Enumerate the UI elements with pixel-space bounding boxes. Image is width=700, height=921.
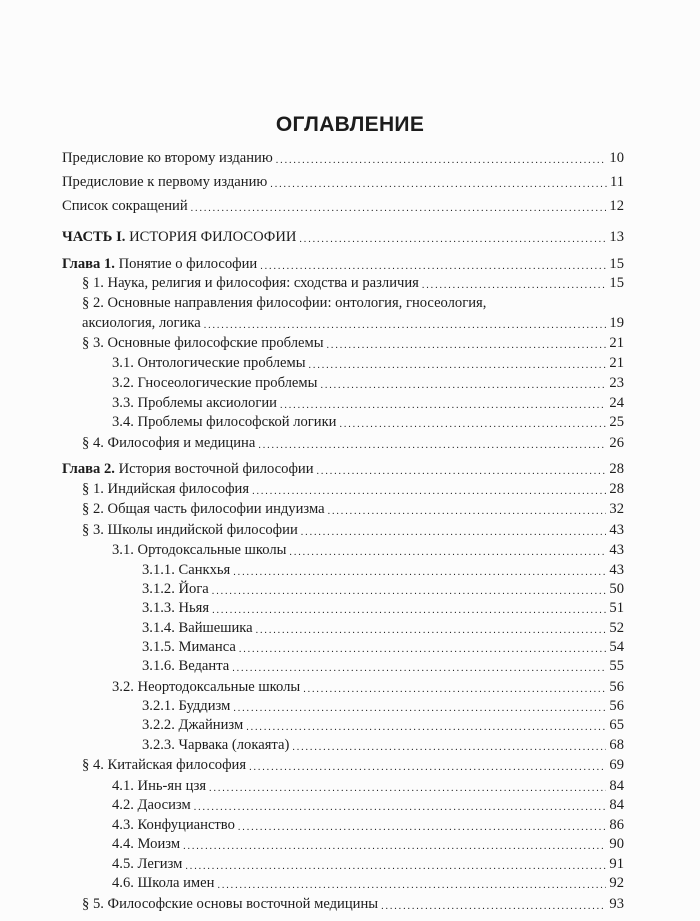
toc-entry-page: 23 <box>609 375 624 391</box>
toc-entry-page: 56 <box>609 698 624 714</box>
toc-entry-title <box>62 460 314 478</box>
toc-entry-title: 3.1. Ортодоксальные школы <box>112 542 287 558</box>
toc-entry-title <box>62 228 296 246</box>
dot-leader <box>209 778 606 792</box>
toc-entry-page: 24 <box>609 395 624 411</box>
toc-entry[interactable] <box>142 619 624 637</box>
toc-entry-title: 3.1. Онтологические проблемы <box>112 355 306 371</box>
toc-entry[interactable] <box>112 541 624 559</box>
toc-entry-page: 43 <box>609 522 624 538</box>
dot-leader <box>320 375 606 389</box>
toc-entry-title: 3.4. Проблемы философской логики <box>112 414 337 430</box>
dot-leader <box>239 639 607 653</box>
toc-entry-page: 21 <box>609 355 624 371</box>
dot-leader <box>299 229 606 243</box>
toc-entry[interactable] <box>82 500 624 518</box>
toc-entry-title: 4.4. Моизм <box>112 836 181 852</box>
toc-entry-page: 51 <box>609 600 624 616</box>
dot-leader <box>280 395 606 409</box>
toc-chapter-entry[interactable] <box>62 460 624 478</box>
chapter-title: История восточной философии <box>118 461 314 477</box>
toc-entry-page: 15 <box>609 275 624 291</box>
toc-entry-title: § 1. Индийская философия <box>82 481 250 497</box>
toc-entry[interactable] <box>112 374 624 392</box>
toc-entry-title: 3.2.1. Буддизм <box>142 698 231 714</box>
page-title: ОГЛАВЛЕНИЕ <box>275 113 425 136</box>
toc-entry[interactable] <box>82 434 624 452</box>
toc-entry-page: 86 <box>609 817 624 833</box>
dot-leader <box>303 679 606 693</box>
toc-entry-title: 3.2.3. Чарвака (локаята) <box>142 737 290 753</box>
toc-entry-title: Предисловие к первому изданию <box>62 174 268 190</box>
toc-entry[interactable] <box>82 756 624 774</box>
toc-entry-title <box>62 255 257 273</box>
toc-entry-title: 3.1.4. Вайшешика <box>142 620 253 636</box>
dot-leader <box>212 581 607 595</box>
toc-entry-title: 3.2.2. Джайнизм <box>142 717 244 733</box>
toc-entry-page: 10 <box>609 150 624 166</box>
dot-leader <box>422 275 607 289</box>
toc-entry[interactable] <box>142 716 624 734</box>
toc-entry[interactable] <box>142 638 624 656</box>
toc-entry-page: 69 <box>609 757 624 773</box>
toc-entry-title: § 1. Наука, религия и философия: сходства и различия <box>82 275 419 291</box>
toc-entry-title: 4.5. Легизм <box>112 856 183 872</box>
toc-entry-title: 4.6. Школа имен <box>112 875 215 891</box>
dot-leader <box>301 522 607 536</box>
toc-entry-title: § 4. Философия и медицина <box>82 435 256 451</box>
toc-entry[interactable] <box>112 413 624 431</box>
toc-entry-page: 84 <box>609 778 624 794</box>
toc-entry[interactable] <box>142 561 624 579</box>
toc-entry-title: 4.2. Даосизм <box>112 797 191 813</box>
toc-entry[interactable] <box>112 777 624 795</box>
part-title: ИСТОРИЯ ФИЛОСОФИИ <box>129 229 297 245</box>
toc-entry-page: 13 <box>609 229 624 245</box>
dot-leader <box>327 335 607 349</box>
toc-entry-title: 3.1.2. Йога <box>142 581 209 597</box>
dot-leader <box>191 198 607 212</box>
toc-entry-page: 91 <box>609 856 624 872</box>
toc-entry[interactable] <box>142 657 624 675</box>
toc-entry[interactable] <box>62 149 624 167</box>
toc-entry[interactable] <box>142 697 624 715</box>
toc-entry-page: 55 <box>609 658 624 674</box>
toc-entry-title: 4.3. Конфуцианство <box>112 817 235 833</box>
toc-entry-title: аксиология, логика <box>82 315 201 331</box>
toc-entry-title: 3.1.5. Миманса <box>142 639 236 655</box>
toc-entry-page: 28 <box>609 461 624 477</box>
dot-leader <box>238 817 607 831</box>
toc-part-entry[interactable] <box>62 228 624 246</box>
toc-entry-title: Предисловие ко второму изданию <box>62 150 273 166</box>
toc-entry[interactable] <box>112 855 624 873</box>
toc-entry-title: 3.1.1. Санкхья <box>142 562 231 578</box>
toc-entry-title: § 2. Общая часть философии индуизма <box>82 501 325 517</box>
toc-entry-page: 32 <box>609 501 624 517</box>
toc-entry-title: 3.1.6. Веданта <box>142 658 230 674</box>
toc-entry-title: § 5. Философские основы восточной медицины <box>82 896 379 912</box>
toc-entry-title: 4.1. Инь-ян цзя <box>112 778 207 794</box>
toc-entry-title: 3.2. Гносеологические проблемы <box>112 375 318 391</box>
toc-entry[interactable] <box>142 580 624 598</box>
dot-leader <box>217 875 606 889</box>
toc-entry[interactable] <box>142 736 624 754</box>
dot-leader <box>249 757 606 771</box>
toc-entry-page: 50 <box>609 581 624 597</box>
toc-entry[interactable] <box>112 874 624 892</box>
dot-leader <box>339 414 606 428</box>
toc-entry-title: 3.1.3. Ньяя <box>142 600 210 616</box>
toc-entry-page: 68 <box>609 737 624 753</box>
toc-entry[interactable] <box>112 678 624 696</box>
dot-leader <box>232 658 606 672</box>
dot-leader <box>252 481 606 495</box>
dot-leader <box>212 600 606 614</box>
toc-entry-title: Список сокращений <box>62 198 188 214</box>
toc-entry-title: 3.2. Неортодоксальные школы <box>112 679 301 695</box>
dot-leader <box>204 315 607 329</box>
toc-entry-page: 11 <box>609 174 624 190</box>
toc-entry-page: 15 <box>609 256 624 272</box>
toc-entry[interactable] <box>82 521 624 539</box>
toc-entry[interactable] <box>142 599 624 617</box>
dot-leader <box>256 620 607 634</box>
part-label: ЧАСТЬ I. <box>62 229 126 245</box>
dot-leader <box>194 797 607 811</box>
toc-entry-page: 90 <box>609 836 624 852</box>
toc-entry-page: 93 <box>609 896 624 912</box>
toc-entry[interactable] <box>82 895 624 913</box>
toc-entry[interactable] <box>82 314 624 332</box>
dot-leader <box>317 461 607 475</box>
toc-entry-page: 54 <box>609 639 624 655</box>
toc-entry[interactable] <box>112 796 624 814</box>
toc-entry[interactable] <box>62 197 624 215</box>
dot-leader <box>260 256 606 270</box>
toc-chapter-entry[interactable] <box>62 255 624 273</box>
toc-entry-page: 65 <box>609 717 624 733</box>
toc-entry-page: 43 <box>609 562 624 578</box>
toc-entry[interactable] <box>112 835 624 853</box>
toc-entry[interactable] <box>112 394 624 412</box>
toc-entry[interactable] <box>62 173 624 191</box>
chapter-label: Глава 1. <box>62 256 115 272</box>
toc-entry-title: § 3. Основные философские проблемы <box>82 335 324 351</box>
toc-entry-page: 28 <box>609 481 624 497</box>
chapter-label: Глава 2. <box>62 461 115 477</box>
toc-entry[interactable] <box>112 816 624 834</box>
toc-entry[interactable] <box>82 480 624 498</box>
toc-entry-page: 84 <box>609 797 624 813</box>
dot-leader <box>246 717 606 731</box>
dot-leader <box>258 435 606 449</box>
dot-leader <box>233 562 606 576</box>
dot-leader <box>328 501 607 515</box>
toc-entry-page: 52 <box>609 620 624 636</box>
toc-entry-page: 21 <box>609 335 624 351</box>
toc-entry-title: § 3. Школы индийской философии <box>82 522 298 538</box>
dot-leader <box>381 896 606 910</box>
toc-entry-title[interactable]: § 2. Основные направления философии: онтология, гносеология, <box>82 295 487 311</box>
dot-leader <box>276 150 607 164</box>
toc-entry-page: 19 <box>609 315 624 331</box>
dot-leader <box>289 542 606 556</box>
chapter-title: Понятие о философии <box>118 256 258 272</box>
dot-leader <box>183 836 606 850</box>
toc-entry[interactable] <box>82 334 624 352</box>
toc-entry-title: 3.3. Проблемы аксиологии <box>112 395 277 411</box>
dot-leader <box>292 737 606 751</box>
toc-entry-page: 92 <box>609 875 624 891</box>
toc-entry-page: 56 <box>609 679 624 695</box>
dot-leader <box>185 856 606 870</box>
toc-entry-title: § 4. Китайская философия <box>82 757 247 773</box>
dot-leader <box>233 698 606 712</box>
dot-leader <box>270 174 607 188</box>
toc-entry[interactable] <box>112 354 624 372</box>
toc-entry-page: 43 <box>609 542 624 558</box>
toc-entry-page: 26 <box>609 435 624 451</box>
toc-entry[interactable] <box>82 274 624 292</box>
toc-entry-page: 25 <box>609 414 624 430</box>
dot-leader <box>309 355 607 369</box>
toc-entry-page: 12 <box>609 198 624 214</box>
